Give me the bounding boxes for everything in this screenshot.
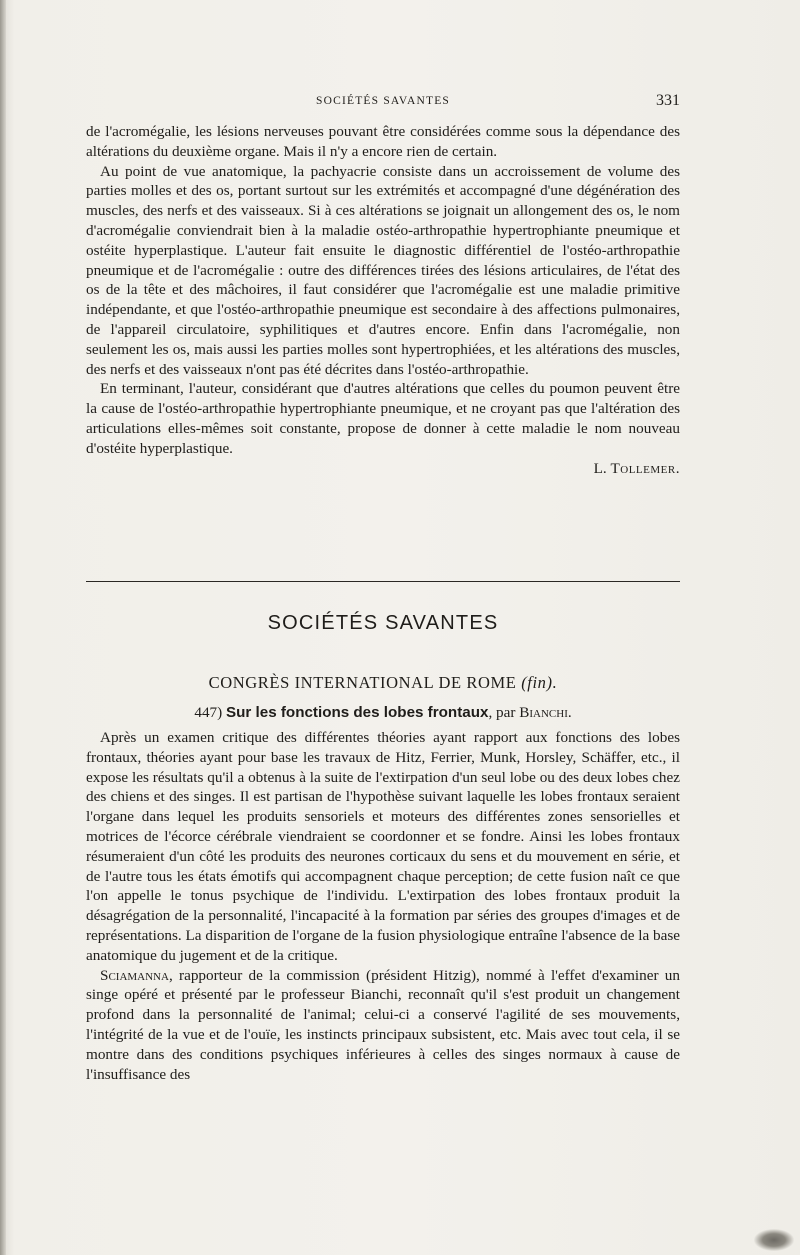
paragraph-2-text: , rapporteur de la commission (président Hitzig), nommé à l'effet d'examiner un singe opéré et présenté par le professeur Bianchi, reconnaît qu'il s'est produit un changement profond dans la personnalité de l'animal; celui-ci a conservé l'agilité de ses mouvements, l'intégrité de la vue et de l'ouïe, les instincts principaux subsistent, etc. Mais avec tout cela, il se montre dans des conditions psychiques inférieures à celles des singes normaux à cause de l'insuffisance des xyxy=(86,966,680,1083)
section-divider xyxy=(86,581,680,582)
article-author: Bianchi. xyxy=(519,704,572,721)
page-corner-smudge xyxy=(754,1229,794,1251)
article-number: 447) xyxy=(194,704,223,721)
review-paragraph-3: En terminant, l'auteur, considérant que d'autres altérations que celles du poumon peuvent être la cause de l'ostéo-arthropathie hypertrophiante pneumique, et ne croyant pas que l'altération des articulations elles-mêmes soit constante, propose de donner à cette maladie le nom nouveau d'ostéite hyperplastique. xyxy=(86,380,680,457)
page-edge-shadow xyxy=(0,0,6,1255)
review-paragraph-1: de l'acromégalie, les lésions nerveuses pouvant être considérées comme sous la dépendance des altérations du deuxième organe. Mais il n'y a encore rien de certain. xyxy=(86,123,680,160)
article-title: Sur les fonctions des lobes frontaux xyxy=(225,704,489,721)
signature-initial: L. xyxy=(593,459,607,477)
article-paragraph-2 xyxy=(86,966,680,1085)
article-paragraph-1: Après un examen critique des différentes théories ayant rapport aux fonctions des lobes frontaux, théories ayant pour base les travaux de Hitz, Ferrier, Munk, Horsley, Schäffer, etc., il expose les résultats qu'il a obtenus à la suite de l'extirpation d'un seul lobe ou des deux lobes chez des chiens et des singes. Il est partisan de l'hypothèse suivant laquelle les lobes frontaux seraient l'organe dans lequel les produits sensoriels et moteurs des différentes zones sensorielles et motrices de l'écorce cérébrale viendraient se coordonner et se fondre. Ainsi les lobes frontaux résumeraient d'un côté les produits des neurones corticaux du sens et du mouvement en série, et de l'autre tous les états émotifs qui accompagnent chaque perception; de cette fusion naît ce que l'on appelle le tonus psychique de l'individu. L'extirpation des lobes frontaux produit la désagrégation de la personnalité, l'incapacité à la formation par séries des groupes d'images et de représentations. La disparition de l'organe de la fusion physiologique entraîne l'absence de la base anatomique du jugement et de la critique. xyxy=(86,729,680,964)
review-continuation xyxy=(86,122,680,478)
article-by: , par xyxy=(488,704,516,721)
review-paragraph-2: Au point de vue anatomique, la pachyacrie consiste dans un accroissement de volume des parties molles et des os, portant surtout sur les extrémités et accompagné d'une dégénération des muscles, des nerfs et des vaisseaux. Si à ces altérations se joignait un allongement des os, le nom d'acromégalie conviendrait bien à la maladie ostéo-arthropathie hypertrophiante pneumique et ostéite hyperplastique. L'auteur fait ensuite le diagnostic différentiel de l'ostéo-arthropathie pneumique et de l'acromégalie : outre des différences tirées des lésions articulaires, de l'état des os de la tête et des mâchoires, il faut considérer que l'acromégalie est une maladie primitive indépendante, et que l'ostéo-arthropathie pneumique est secondaire à des affections pulmonaires, de l'appareil circulatoire, syphilitiques et d'autres encore. Enfin dans l'acromégalie, non seulement les os, mais aussi les parties molles sont hypertrophiées, et les altérations des muscles, des nerfs et des vaisseaux n'ont pas été décrites dans l'ostéo-arthropathie. xyxy=(86,162,680,378)
paragraph-author: Sciamanna xyxy=(100,966,169,984)
review-signature xyxy=(86,459,680,479)
running-head xyxy=(86,92,680,112)
signature-name: Tollemer. xyxy=(610,459,680,477)
running-title: SOCIÉTÉS SAVANTES xyxy=(315,95,451,107)
congress-name: CONGRÈS INTERNATIONAL DE ROME xyxy=(208,673,517,692)
article-body xyxy=(86,728,680,1084)
page-number: 331 xyxy=(656,92,680,109)
congress-suffix: (fin). xyxy=(521,673,558,692)
article-heading xyxy=(86,704,680,722)
section-title: SOCIÉTÉS SAVANTES xyxy=(267,612,499,634)
congress-heading xyxy=(86,673,680,693)
